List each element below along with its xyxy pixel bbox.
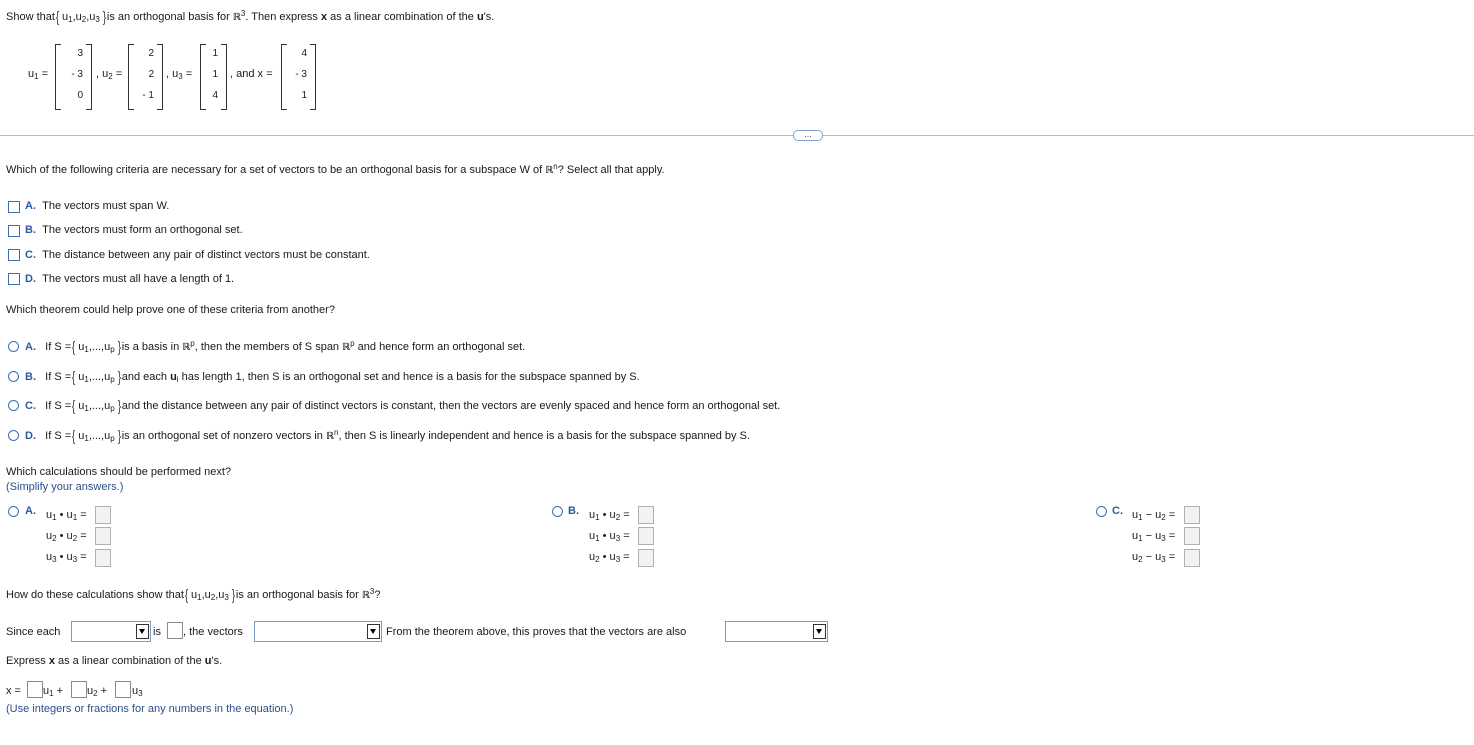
problem-statement: Show that { $u_1,u_2,u_3$ } is an orthogonal basis for ℝ$^3$. Then express x as a linear combination of the u's. [6, 11, 494, 23]
q2-option-d: D. If S = { $u_1,...,u_p$ } is an orthogonal set of nonzero vectors in ℝ$^n$, then S is linearly independent and hence is a basis for the subspace spanned by S. [25, 430, 750, 442]
q5-question: Express x as a linear combination of the u's. [6, 655, 223, 667]
q3-b-answer-2[interactable] [638, 527, 654, 545]
is-answer-box[interactable] [167, 622, 183, 639]
x-vector: 4 - 3 1 [281, 44, 316, 108]
is-label: is [153, 626, 161, 638]
from-theorem-label: From the theorem above, this proves that the vectors are also [386, 626, 687, 638]
q1-checkbox-c[interactable] [8, 249, 20, 261]
q3-a-row2: $u_2$ • $u_2$ = [46, 530, 87, 543]
chevron-down-icon [136, 624, 149, 639]
q3-hint: (Simplify your answers.) [6, 481, 124, 493]
q3-question: Which calculations should be performed next? [6, 466, 232, 478]
q3-option-a-letter: A. [25, 505, 36, 517]
q1-checkbox-b[interactable] [8, 225, 20, 237]
since-each-label: Since each [6, 626, 61, 638]
chevron-down-icon [813, 624, 826, 639]
u3-vector: 1 1 4 [200, 44, 227, 108]
q2-question: Which theorem could help prove one of these criteria from another? [6, 304, 335, 316]
coef-u1-box[interactable] [27, 681, 43, 698]
q2-radio-a[interactable] [8, 341, 19, 352]
q2-radio-b[interactable] [8, 371, 19, 382]
q4-question: How do these calculations show that { $u_1,u_2,u_3$ } is an orthogonal basis for ℝ$^3$? [6, 589, 381, 601]
section-divider [0, 135, 1474, 136]
q3-a-answer-1[interactable] [95, 506, 111, 524]
chevron-down-icon [367, 624, 380, 639]
q3-option-b-letter: B. [568, 505, 579, 517]
expand-more-button[interactable]: ... [793, 130, 823, 141]
u1-vector: 3 - 3 0 [55, 44, 92, 108]
q2-radio-d[interactable] [8, 430, 19, 441]
since-each-dropdown[interactable] [71, 621, 151, 642]
q1-option-d: D. The vectors must all have a length of 1. [25, 273, 235, 285]
q3-a-answer-2[interactable] [95, 527, 111, 545]
the-vectors-dropdown[interactable] [254, 621, 382, 642]
u3-label: , $u_3$ = [166, 68, 193, 81]
q2-option-a: A. If S = { $u_1,...,u_p$ } is a basis in ℝ$^p$, then the members of S span ℝ$^p$ and hence form an orthogonal set. [25, 341, 525, 353]
also-dropdown[interactable] [725, 621, 828, 642]
q3-b-row2: $u_1$ • $u_3$ = [589, 530, 630, 543]
q1-question: Which of the following criteria are necessary for a set of vectors to be an orthogonal basis for a subspace W of ℝ$^n$? Select all that apply. [6, 162, 665, 176]
eq-term-u3: $u_3$ [132, 685, 143, 698]
q3-b-row1: $u_1$ • $u_2$ = [589, 509, 630, 522]
q3-c-row1: $u_1 - u_2$ = [1132, 509, 1176, 522]
q3-b-row3: $u_2$ • $u_3$ = [589, 551, 630, 564]
q2-option-c: C. If S = { $u_1,...,u_p$ } and the distance between any pair of distinct vectors is constant, then the vectors are evenly spaced and hence form an orthogonal set. [25, 400, 780, 412]
q3-radio-a[interactable] [8, 506, 19, 517]
u2-vector: 2 2 - 1 [128, 44, 163, 108]
coef-u3-box[interactable] [115, 681, 131, 698]
eq-term-u2: $u_2$ + [87, 685, 108, 698]
q3-a-row3: $u_3$ • $u_3$ = [46, 551, 87, 564]
q2-option-b: B. If S = { $u_1,...,u_p$ } and each $u_i$ has length 1, then S is an orthogonal set and hence is a basis for the subspace spanned by S. [25, 371, 640, 383]
q1-option-a: A. The vectors must span W. [25, 200, 170, 212]
eq-lhs: x = [6, 685, 21, 697]
q1-option-b: B. The vectors must form an orthogonal set. [25, 224, 243, 236]
q1-option-c: C. The distance between any pair of distinct vectors must be constant. [25, 249, 370, 261]
eq-term-u1: $u_1$ + [43, 685, 64, 698]
q3-b-answer-1[interactable] [638, 506, 654, 524]
coef-u2-box[interactable] [71, 681, 87, 698]
u1-label: $u_1$ = [28, 68, 49, 81]
q3-c-answer-1[interactable] [1184, 506, 1200, 524]
q1-checkbox-a[interactable] [8, 201, 20, 213]
q3-b-answer-3[interactable] [638, 549, 654, 567]
q3-option-c-letter: C. [1112, 505, 1123, 517]
q3-radio-b[interactable] [552, 506, 563, 517]
q3-c-row2: $u_1 - u_3$ = [1132, 530, 1176, 543]
q3-c-answer-3[interactable] [1184, 549, 1200, 567]
q3-a-row1: $u_1$ • $u_1$ = [46, 509, 87, 522]
q3-c-answer-2[interactable] [1184, 527, 1200, 545]
q3-a-answer-3[interactable] [95, 549, 111, 567]
u2-label: , $u_2$ = [96, 68, 123, 81]
q2-radio-c[interactable] [8, 400, 19, 411]
q5-hint: (Use integers or fractions for any numbers in the equation.) [6, 703, 294, 715]
the-vectors-label: , the vectors [183, 626, 243, 638]
q1-checkbox-d[interactable] [8, 273, 20, 285]
x-label: , and x = [230, 68, 273, 80]
q3-radio-c[interactable] [1096, 506, 1107, 517]
basis-set: { $u_1,u_2,u_3$ } [58, 11, 104, 23]
q3-c-row3: $u_2 - u_3$ = [1132, 551, 1176, 564]
